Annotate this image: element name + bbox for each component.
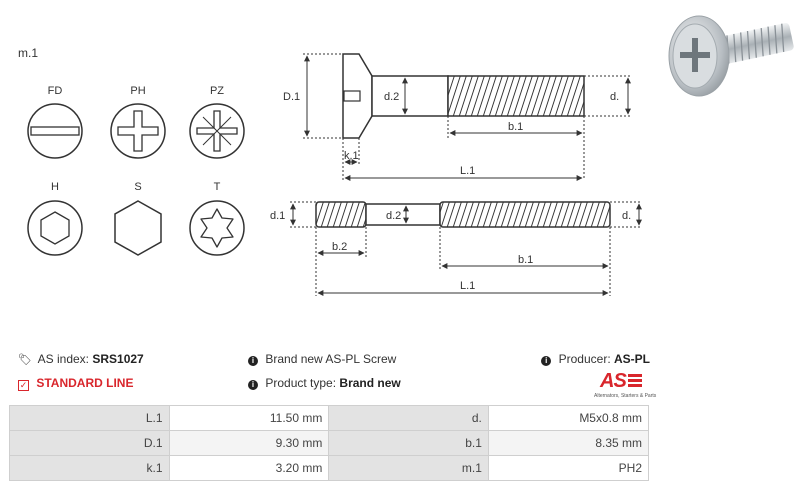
description-row [248,352,396,366]
producer-label: Producer: [558,352,611,366]
spec-value: 9.30 mm [169,431,329,456]
spec-value: 3.20 mm [169,456,329,481]
info-circle-icon: i [248,380,258,390]
hex-head-icon [115,201,161,255]
countersunk-screw-drawing [343,54,584,138]
spec-key: d. [329,406,489,431]
info-circle-icon: i [248,356,258,366]
phillips-drive-icon [111,104,165,158]
dim-label-b1-top: b.1 [508,121,524,133]
tags-icon: 🏷 [18,354,32,366]
torx-drive-icon [190,201,244,255]
as-logo [594,370,657,402]
pozidriv-drive-icon [190,104,244,158]
head-code-t: T [213,181,221,193]
module-label: m.1 [18,46,39,60]
as-index-value: SRS1027 [92,352,144,366]
standard-line-label: STANDARD LINE [36,376,134,390]
as-logo-mark: AS [600,370,626,392]
dim-label-d: d. [610,91,620,103]
screw-dimension-drawing [260,0,660,310]
spec-key: D.1 [10,431,170,456]
spec-value: M5x0.8 mm [488,406,648,431]
as-logo-tagline: Alternators, Starters & Parts [594,393,657,399]
spec-value: 11.50 mm [169,406,329,431]
dim-label-b1-bottom: b.1 [518,254,534,266]
table-row [10,431,649,456]
slotted-drive-icon [28,104,82,158]
dim-label-k1: k.1 [344,150,359,162]
head-code-fd: FD [47,85,63,97]
head-code-s: S [134,181,142,193]
dim-label-b2: b.2 [332,241,348,253]
dim-label-L1-bottom: L.1 [460,280,476,292]
as-index-label: AS index: [37,352,90,366]
head-types-panel [0,0,260,270]
head-code-pz: PZ [209,85,225,97]
checkbox-icon: ✓ [19,380,28,390]
stud-drawing [316,202,610,227]
spec-value: 8.35 mm [488,431,648,456]
product-type-label: Product type: [265,376,337,390]
spec-key: b.1 [329,431,489,456]
table-row [10,406,649,431]
producer-row [541,352,650,366]
product-type-row [248,376,401,390]
standard-line-row [18,376,133,391]
spec-key: k.1 [10,456,170,481]
product-description: Brand new AS-PL Screw [265,352,397,366]
spec-key: m.1 [329,456,489,481]
dim-label-D1: D.1 [283,91,301,103]
head-code-h: H [51,181,59,193]
head-code-ph: PH [130,85,146,97]
spec-value: PH2 [488,456,648,481]
as-logo-bars [628,374,642,388]
dim-label-d1: d.1 [270,210,286,222]
spec-key: L.1 [10,406,170,431]
dim-label-d2: d.2 [384,91,400,103]
dim-label-L1-top: L.1 [460,165,476,177]
product-type-value: Brand new [339,376,401,390]
dim-label-d-bottom: d. [622,210,632,222]
specs-table [9,405,649,481]
hex-socket-drive-icon [28,201,82,255]
as-index-row [18,352,144,366]
producer-value: AS-PL [614,352,650,366]
table-row [10,456,649,481]
product-photo [655,4,795,102]
dim-label-d2-bottom: d.2 [386,210,402,222]
info-circle-icon: i [541,356,551,366]
